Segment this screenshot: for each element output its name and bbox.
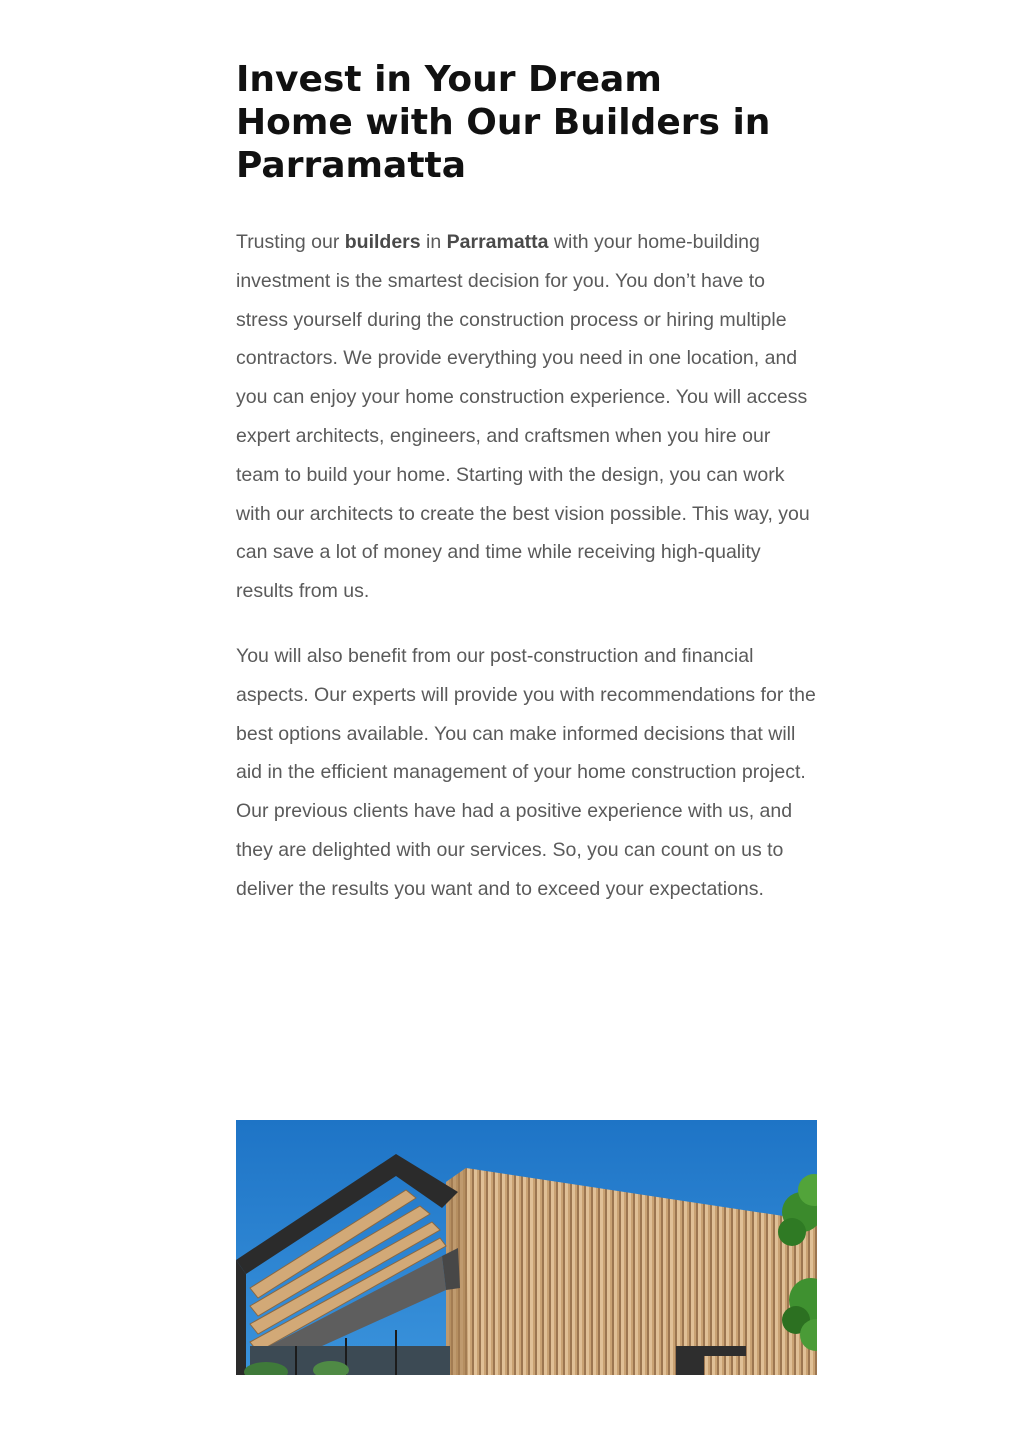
page-title: Invest in Your Dream Home with Our Builders in Parramatta xyxy=(236,59,771,186)
bold-parramatta: Parramatta xyxy=(446,231,549,253)
text-span: Trusting our xyxy=(236,231,345,253)
paragraph-benefits: You will also benefit from our post-construction and financial aspects. Our experts will provide you with recommendations for the best options available. You can make informed decisions that will aid in the efficient management of your home construction project. Our previous clients have had a positive experience with us, and they are delighted with our services. So, you can count on us to deliver the results you want and to exceed your expectations. xyxy=(236,644,816,900)
bold-builders: builders xyxy=(344,231,421,253)
text-span: with your home-building investment is the smartest decision for you. You don’t have to stress yourself during the construction process or hiring multiple contractors. We provide everything you need in one location, and you can enjoy your home construction experience. You will access expert architects, engineers, and craftsmen when you hire our team to build your home. Starting with the design, you can work with our architects to create the best vision possible. This way, you can save a lot of money and time while receiving high-quality results from us. xyxy=(236,231,810,603)
paragraph-intro xyxy=(236,223,818,611)
text-span: in xyxy=(420,231,447,253)
house-photo xyxy=(236,1120,817,1375)
article xyxy=(236,58,818,909)
